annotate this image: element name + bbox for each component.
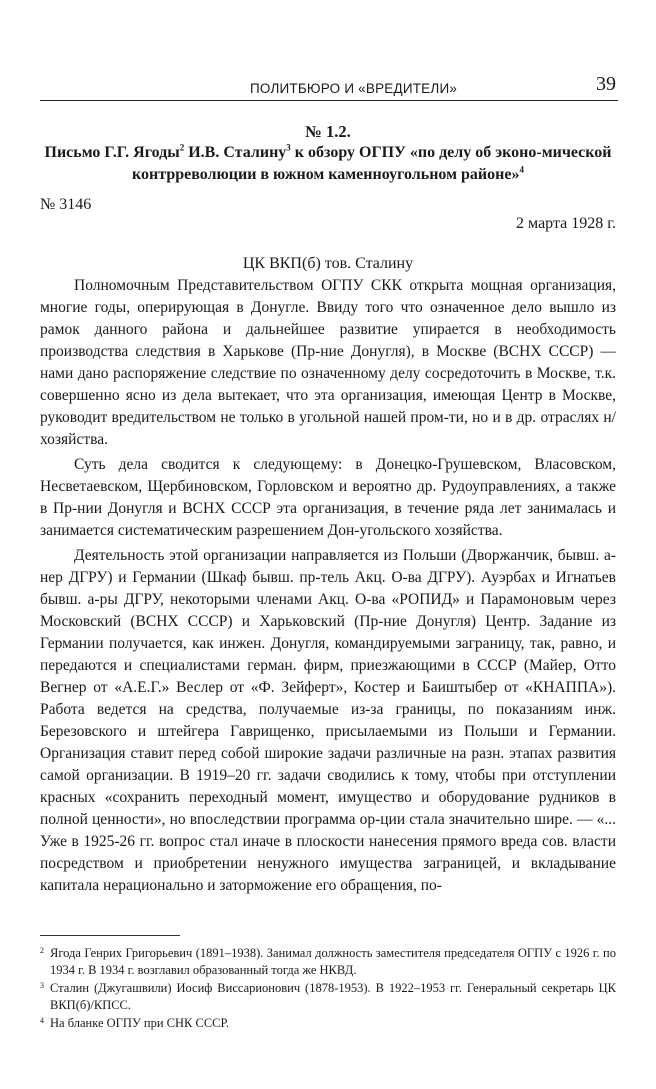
running-head	[40, 72, 618, 101]
footnote-mark: 2	[40, 946, 44, 955]
footnotes	[40, 945, 616, 1033]
addressee: ЦК ВКП(б) тов. Сталину	[242, 255, 414, 272]
body-paragraph: Суть дела сводится к следующему: в Донецко-Грушевском, Власовском, Несветаевском, Щербиновском, Горловском и вероятно др. Рудоуправлениях, а также в Пр-нии Донугля и ВСНХ СССР эта организация, в течение ряда лет занималась и занимается систематическим разрешением Дон-угольского хозяйства.	[40, 456, 616, 539]
footnote-ref-2: 2	[179, 142, 185, 153]
reference-number: № 3146	[40, 196, 92, 213]
footnote-text: Сталин (Джугашвили) Иосиф Виссарионович (1878-1953). В 1922–1953 гг. Генеральный секретарь ЦК ВКП(б)/КПСС.	[50, 981, 616, 1012]
title-part-2: И.В. Сталину	[184, 144, 287, 161]
title-part-3: к обзору ОГПУ «по делу об эконо-мической контрреволюции в южном каменноугольном районе»	[132, 144, 612, 183]
document-title	[40, 142, 616, 186]
footnote-ref-4: 4	[519, 164, 524, 175]
footnote	[40, 980, 616, 1014]
title-part-1: Письмо Г.Г. Ягоды	[44, 144, 180, 161]
body-paragraph: Полномочным Представительством ОГПУ СКК открыта мощная организация, многие годы, оперирующая в Донугле. Ввиду того что означенное дело вышло из рамок данного района и дальнейшее развитие упирается в необходимость производства следствия в Харькове (Пр-ние Донугля), в Москве (ВСНХ СССР) — нами дано распоряжение следствие по означенному делу сосредоточить в Москве, т.к. совершенно ясно из дела вытекает, что эта организация, имеющая Центр в Москве, руководит вредительством не только в угольной нашей пром-ти, но и в др. отраслях н/хозяйства.	[40, 277, 616, 448]
footnote	[40, 1015, 616, 1032]
footnote-text: На бланке ОГПУ при СНК СССР.	[50, 1016, 230, 1030]
footnote	[40, 945, 616, 979]
footnote-mark: 3	[40, 981, 44, 990]
page-number: 39	[596, 73, 616, 95]
footnote-divider	[40, 935, 180, 936]
letter-body	[40, 275, 616, 900]
footnote-text: Ягода Генрих Григорьевич (1891–1938). Занимал должность заместителя председателя ОГПУ с 1926 г. по 1934 г. В 1934 г. возглавил образованный тогда же НКВД.	[50, 946, 616, 977]
letter-date: 2 марта 1928 г.	[516, 215, 616, 232]
body-paragraph: Деятельность этой организации направляется из Польши (Дворжанчик, бывш. а-нер ДГРУ) и Германии (Шкаф бывш. пр-тель Акц. О-ва ДГРУ). Ауэрбах и Игнатьев бывш. а-ры ДГРУ, некоторыми членами Акц. О-ва «РОПИД» и Парамоновым через Московский (ВСНХ СССР) и Харьковский (Пр-ние Донугля) Центр. Задание из Германии получается, как инжен. Донугля, командируемыми заграницу, так, равно, и передаются и специалистами герман. фирм, приезжающими в СССР (Майер, Отто Вегнер от «А.Е.Г.» Веслер от «Ф. Зейферт», Костер и Баиштыбер от «КНАППА»). Работа ведется на средства, получаемые из-за границы, по показаниям инж. Березовского и штейгера Гаврищенко, присылаемыми из Польши и Германии. Организация ставит перед собой широкие задачи различные на разн. этапах развития самой организации. В 1919–20 гг. задачи сводились к тому, чтобы при отступлении красных «сохранить переходный момент, имущество и оборудование рудников в полной ценности», но впоследствии программа ор-ции стала значительно шире. — «... Уже в 1925-26 гг. вопрос стал иначе в плоскости нанесения прямого вреда сов. власти посредством и приобретении ненужного имущества заграницей, и вкладывание капитала нерационально и заторможение его обращения, по-	[40, 547, 616, 894]
footnote-mark: 4	[40, 1016, 44, 1025]
document-number: № 1.2.	[305, 122, 351, 141]
footnote-ref-3: 3	[286, 142, 291, 153]
running-head-title: ПОЛИТБЮРО И «ВРЕДИТЕЛИ»	[250, 81, 458, 96]
